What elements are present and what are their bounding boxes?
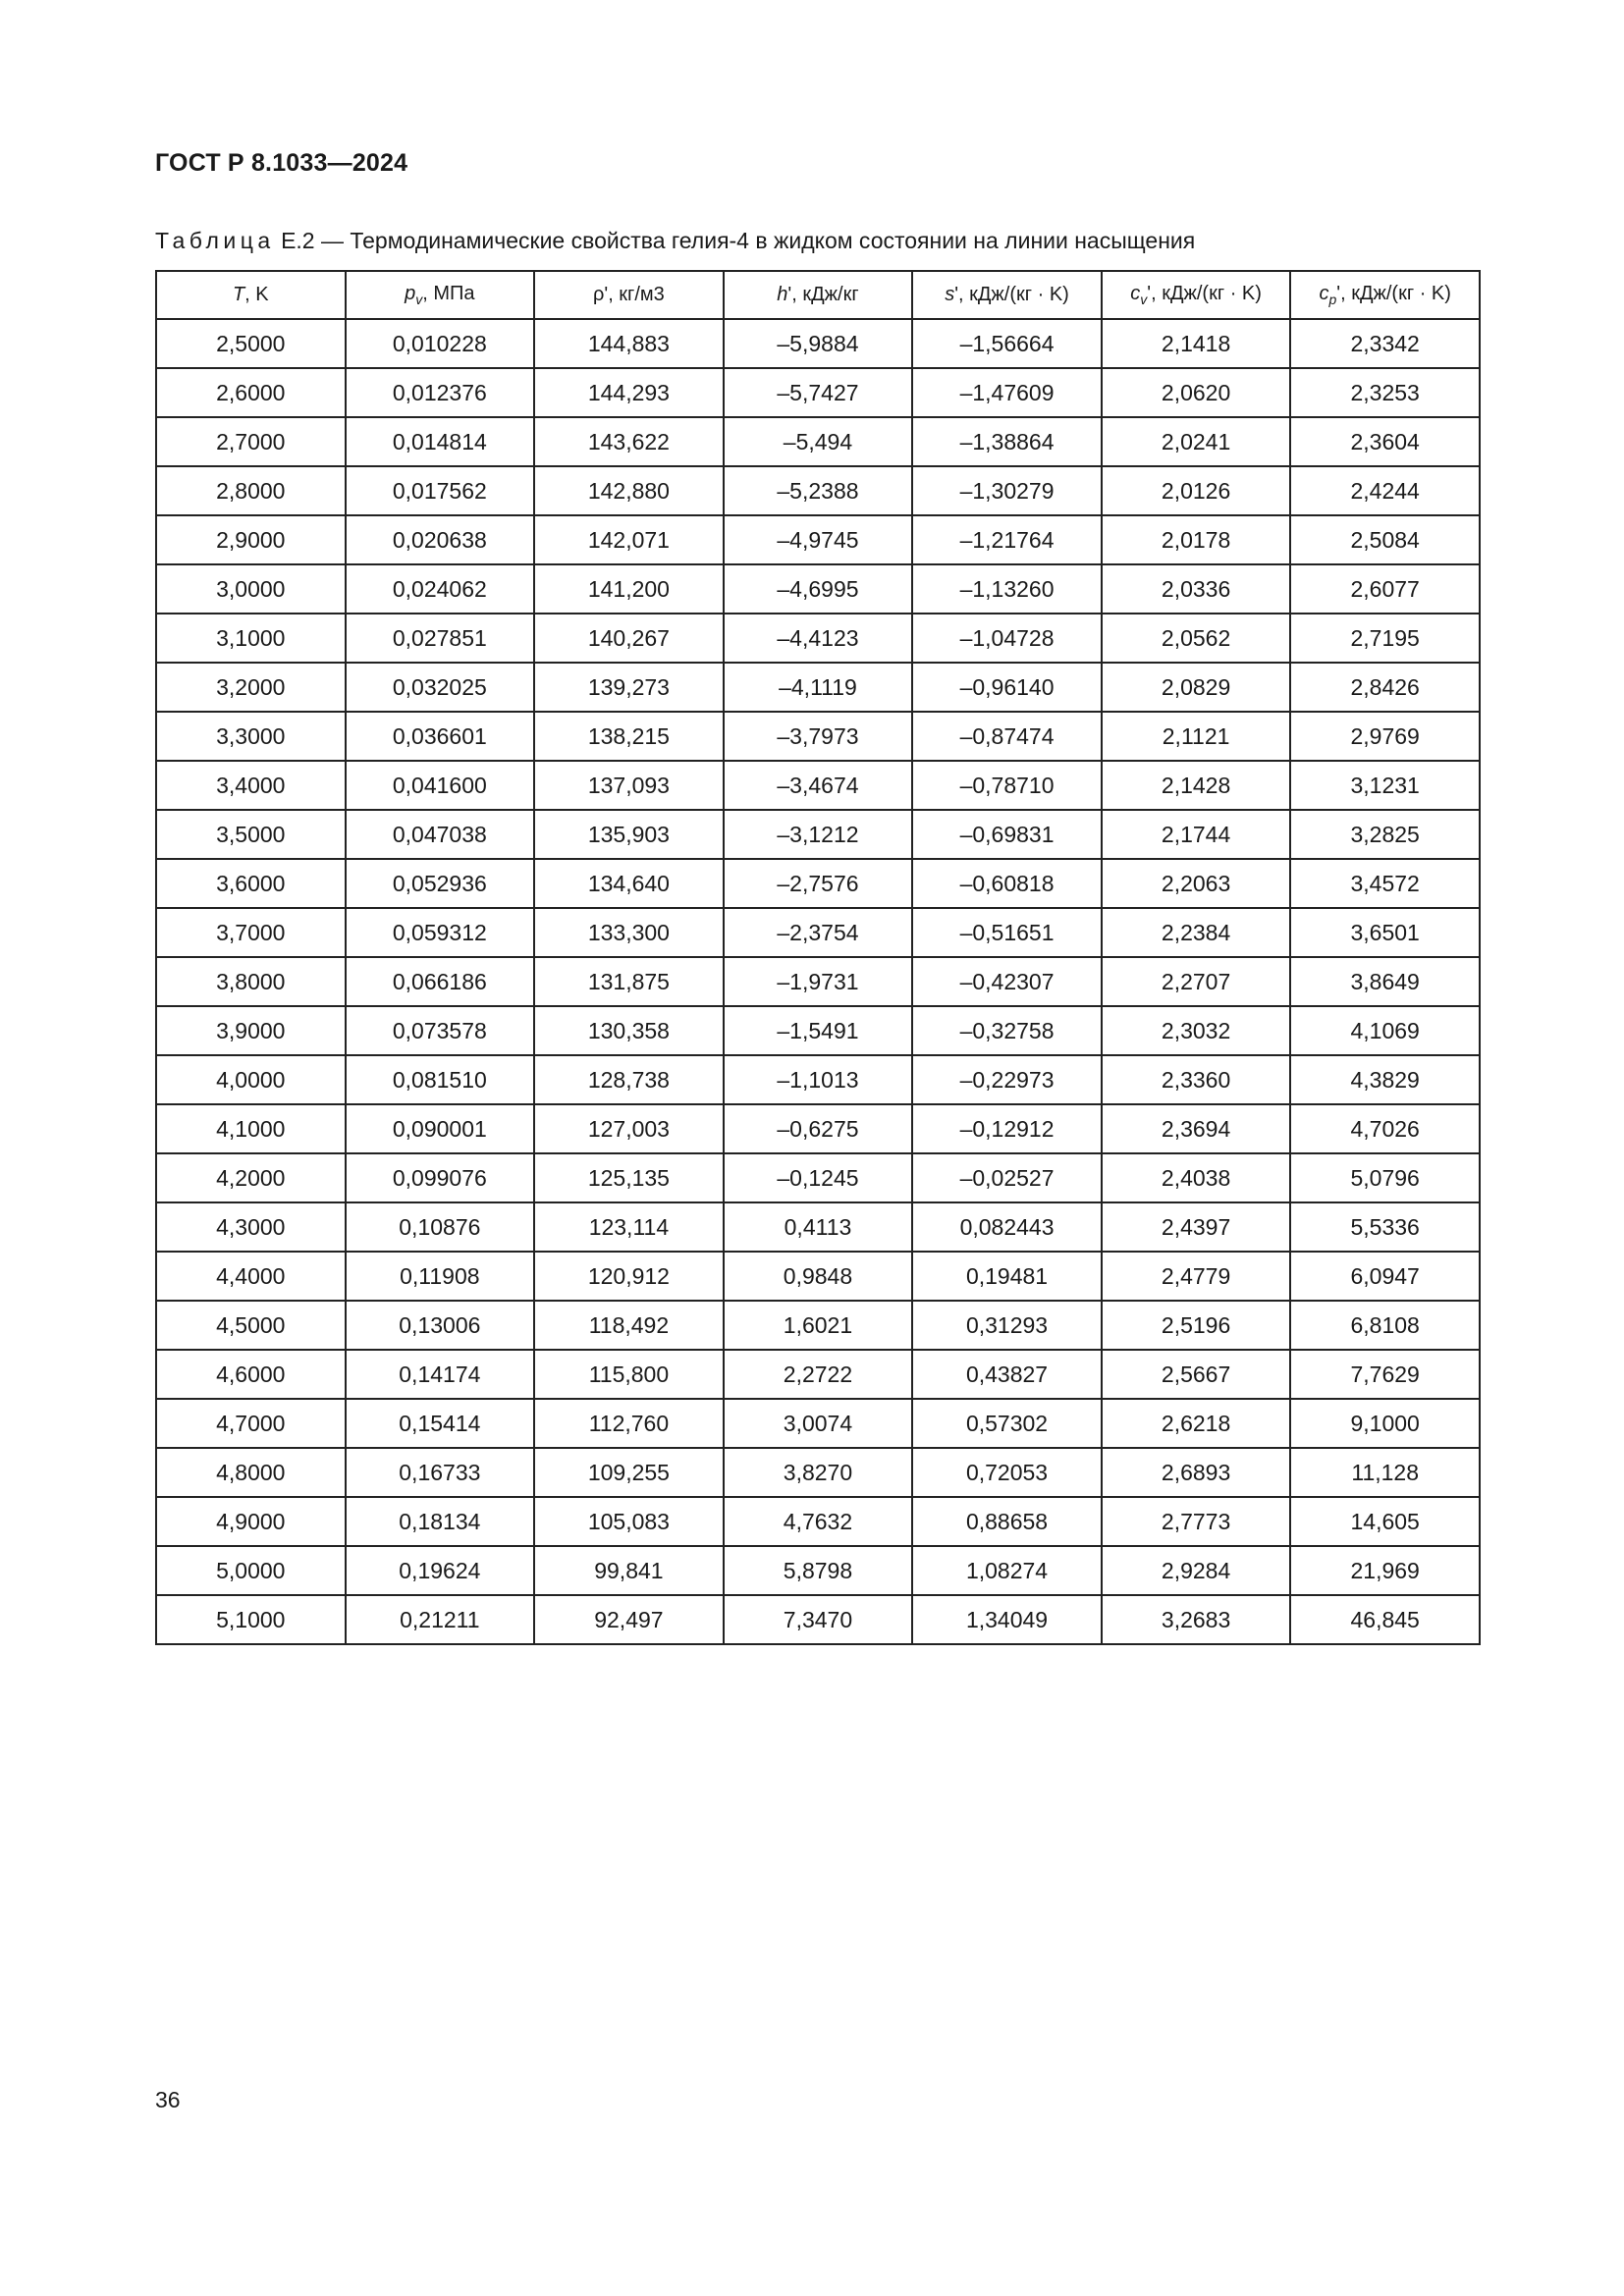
table-cell: 4,7026 [1290, 1104, 1480, 1153]
table-cell: 2,3032 [1102, 1006, 1291, 1055]
table-cell: 6,8108 [1290, 1301, 1480, 1350]
table-cell: –5,494 [724, 417, 913, 466]
table-cell: 3,6501 [1290, 908, 1480, 957]
table-cell: 5,8798 [724, 1546, 913, 1595]
table-cell: 3,1231 [1290, 761, 1480, 810]
table-cell: 143,622 [534, 417, 724, 466]
table-cell: 3,5000 [156, 810, 346, 859]
table-cell: 2,1121 [1102, 712, 1291, 761]
table-cell: 5,0796 [1290, 1153, 1480, 1202]
column-subscript: v [415, 292, 423, 307]
table-cell: 0,88658 [912, 1497, 1102, 1546]
table-caption-text: Е.2 — Термодинамические свойства гелия-4 в жидком состоянии на линии насыщения [274, 228, 1196, 253]
table-cell: –1,9731 [724, 957, 913, 1006]
table-cell: 139,273 [534, 663, 724, 712]
table-cell: 138,215 [534, 712, 724, 761]
table-cell: 3,3000 [156, 712, 346, 761]
table-cell: 0,19624 [346, 1546, 535, 1595]
table-cell: 2,4779 [1102, 1252, 1291, 1301]
table-cell: 0,041600 [346, 761, 535, 810]
table-row [156, 810, 1480, 859]
table-cell: 4,0000 [156, 1055, 346, 1104]
table-cell: 2,7195 [1290, 614, 1480, 663]
table-cell: 2,9284 [1102, 1546, 1291, 1595]
table-row [156, 417, 1480, 466]
table-cell: 0,099076 [346, 1153, 535, 1202]
table-cell: 2,0620 [1102, 368, 1291, 417]
table-caption-label: Таблица [155, 228, 275, 253]
table-cell: 0,090001 [346, 1104, 535, 1153]
table-cell: 4,2000 [156, 1153, 346, 1202]
table-cell: 0,21211 [346, 1595, 535, 1644]
table-row [156, 1055, 1480, 1104]
table-cell: –1,21764 [912, 515, 1102, 564]
table-cell: 144,883 [534, 319, 724, 368]
column-header-enthalpy [724, 271, 913, 319]
column-symbol: T [232, 284, 245, 305]
table-cell: 5,0000 [156, 1546, 346, 1595]
table-row [156, 1153, 1480, 1202]
table-cell: 4,1069 [1290, 1006, 1480, 1055]
table-cell: 144,293 [534, 368, 724, 417]
table-cell: 2,0562 [1102, 614, 1291, 663]
table-cell: 0,4113 [724, 1202, 913, 1252]
table-cell: –0,22973 [912, 1055, 1102, 1104]
table-cell: 0,13006 [346, 1301, 535, 1350]
table-cell: 4,3829 [1290, 1055, 1480, 1104]
table-cell: 0,16733 [346, 1448, 535, 1497]
table-cell: 3,0000 [156, 564, 346, 614]
table-cell: 0,012376 [346, 368, 535, 417]
table-cell: 2,4244 [1290, 466, 1480, 515]
table-cell: 4,9000 [156, 1497, 346, 1546]
table-cell: –4,6995 [724, 564, 913, 614]
table-cell: 131,875 [534, 957, 724, 1006]
table-cell: 2,7000 [156, 417, 346, 466]
table-cell: 2,3253 [1290, 368, 1480, 417]
table-cell: 2,9769 [1290, 712, 1480, 761]
table-cell: 109,255 [534, 1448, 724, 1497]
table-cell: 2,0241 [1102, 417, 1291, 466]
table-row [156, 319, 1480, 368]
table-cell: 0,014814 [346, 417, 535, 466]
table-cell: 3,4572 [1290, 859, 1480, 908]
table-cell: 3,4000 [156, 761, 346, 810]
table-cell: 2,1428 [1102, 761, 1291, 810]
table-cell: 118,492 [534, 1301, 724, 1350]
table-cell: 140,267 [534, 614, 724, 663]
table-cell: –0,51651 [912, 908, 1102, 957]
table-cell: 2,6000 [156, 368, 346, 417]
table-cell: 6,0947 [1290, 1252, 1480, 1301]
table-cell: 133,300 [534, 908, 724, 957]
table-cell: 14,605 [1290, 1497, 1480, 1546]
table-cell: –1,04728 [912, 614, 1102, 663]
column-symbol: h [777, 284, 788, 305]
table-cell: 2,0126 [1102, 466, 1291, 515]
table-cell: 2,1418 [1102, 319, 1291, 368]
table-row [156, 368, 1480, 417]
table-cell: –0,42307 [912, 957, 1102, 1006]
table-cell: 9,1000 [1290, 1399, 1480, 1448]
table-cell: 0,047038 [346, 810, 535, 859]
table-cell: 137,093 [534, 761, 724, 810]
table-cell: –0,78710 [912, 761, 1102, 810]
table-cell: 2,7773 [1102, 1497, 1291, 1546]
table-cell: 3,9000 [156, 1006, 346, 1055]
table-cell: –0,32758 [912, 1006, 1102, 1055]
table-cell: 0,72053 [912, 1448, 1102, 1497]
table-cell: 0,027851 [346, 614, 535, 663]
table-cell: 2,3604 [1290, 417, 1480, 466]
table-row [156, 1595, 1480, 1644]
table-cell: –2,3754 [724, 908, 913, 957]
table-cell: 1,08274 [912, 1546, 1102, 1595]
column-symbol: p [405, 283, 416, 304]
table-cell: –0,69831 [912, 810, 1102, 859]
column-header-pressure [346, 271, 535, 319]
table-cell: 2,6218 [1102, 1399, 1291, 1448]
table-row [156, 515, 1480, 564]
table-cell: 4,4000 [156, 1252, 346, 1301]
table-cell: 4,3000 [156, 1202, 346, 1252]
table-cell: 0,19481 [912, 1252, 1102, 1301]
table-cell: –1,5491 [724, 1006, 913, 1055]
column-header-density [534, 271, 724, 319]
table-cell: 2,6893 [1102, 1448, 1291, 1497]
table-cell: 0,15414 [346, 1399, 535, 1448]
table-row [156, 1546, 1480, 1595]
table-row [156, 1104, 1480, 1153]
table-cell: 4,8000 [156, 1448, 346, 1497]
table-cell: –4,1119 [724, 663, 913, 712]
table-cell: 0,18134 [346, 1497, 535, 1546]
table-cell: 4,7632 [724, 1497, 913, 1546]
table-row [156, 712, 1480, 761]
table-cell: 99,841 [534, 1546, 724, 1595]
table-cell: 92,497 [534, 1595, 724, 1644]
table-row [156, 1202, 1480, 1252]
table-cell: 2,5196 [1102, 1301, 1291, 1350]
table-cell: 2,6077 [1290, 564, 1480, 614]
table-cell: 1,6021 [724, 1301, 913, 1350]
table-cell: –3,4674 [724, 761, 913, 810]
column-unit: ', кДж/(кг · K) [1147, 283, 1262, 304]
table-cell: 105,083 [534, 1497, 724, 1546]
table-body [156, 319, 1480, 1644]
table-cell: 3,8649 [1290, 957, 1480, 1006]
table-cell: 0,081510 [346, 1055, 535, 1104]
table-cell: 2,3342 [1290, 319, 1480, 368]
table-cell: 2,2707 [1102, 957, 1291, 1006]
table-cell: 5,1000 [156, 1595, 346, 1644]
table-cell: 2,8426 [1290, 663, 1480, 712]
column-unit: ', кДж/кг [787, 284, 859, 305]
table-cell: 142,880 [534, 466, 724, 515]
table-cell: 2,2722 [724, 1350, 913, 1399]
table-cell: 3,8270 [724, 1448, 913, 1497]
table-cell: –1,13260 [912, 564, 1102, 614]
table-cell: 3,2683 [1102, 1595, 1291, 1644]
table-cell: 0,010228 [346, 319, 535, 368]
table-row [156, 1497, 1480, 1546]
table-cell: 7,3470 [724, 1595, 913, 1644]
document-header: ГОСТ Р 8.1033—2024 [155, 149, 408, 177]
table-cell: –1,56664 [912, 319, 1102, 368]
table-cell: –2,7576 [724, 859, 913, 908]
table-cell: –1,1013 [724, 1055, 913, 1104]
table-cell: 7,7629 [1290, 1350, 1480, 1399]
table-cell: 142,071 [534, 515, 724, 564]
table-cell: 4,7000 [156, 1399, 346, 1448]
table-cell: –0,02527 [912, 1153, 1102, 1202]
table-cell: 141,200 [534, 564, 724, 614]
table-cell: 2,5000 [156, 319, 346, 368]
table-cell: 2,3360 [1102, 1055, 1291, 1104]
table-row [156, 1252, 1480, 1301]
table-cell: –1,30279 [912, 466, 1102, 515]
table-cell: 2,5084 [1290, 515, 1480, 564]
table-cell: 125,135 [534, 1153, 724, 1202]
table-cell: 2,2384 [1102, 908, 1291, 957]
table-cell: –1,47609 [912, 368, 1102, 417]
column-header-entropy [912, 271, 1102, 319]
table-cell: 0,066186 [346, 957, 535, 1006]
table-cell: –5,2388 [724, 466, 913, 515]
table-cell: 1,34049 [912, 1595, 1102, 1644]
table-cell: 3,7000 [156, 908, 346, 957]
column-subscript: v [1140, 292, 1148, 307]
table-cell: –0,60818 [912, 859, 1102, 908]
table-cell: 3,8000 [156, 957, 346, 1006]
column-symbol: c [1319, 283, 1329, 304]
table-cell: 128,738 [534, 1055, 724, 1104]
table-cell: 2,5667 [1102, 1350, 1291, 1399]
table-cell: 2,4038 [1102, 1153, 1291, 1202]
thermodynamic-properties-table [155, 270, 1481, 1645]
table-cell: 115,800 [534, 1350, 724, 1399]
table-row [156, 957, 1480, 1006]
table-cell: 0,059312 [346, 908, 535, 957]
table-cell: 0,020638 [346, 515, 535, 564]
table-cell: –1,38864 [912, 417, 1102, 466]
table-cell: 0,31293 [912, 1301, 1102, 1350]
table-cell: 3,6000 [156, 859, 346, 908]
table-cell: 127,003 [534, 1104, 724, 1153]
column-unit: ', кДж/(кг · K) [1336, 283, 1451, 304]
column-unit: , МПа [422, 283, 475, 304]
table-cell: 2,0829 [1102, 663, 1291, 712]
column-header-cv [1102, 271, 1291, 319]
table-row [156, 1448, 1480, 1497]
table-row [156, 1301, 1480, 1350]
table-cell: 2,9000 [156, 515, 346, 564]
table-cell: 135,903 [534, 810, 724, 859]
table-header-row [156, 271, 1480, 319]
table-cell: 5,5336 [1290, 1202, 1480, 1252]
table-row [156, 663, 1480, 712]
table-cell: 2,3694 [1102, 1104, 1291, 1153]
table-cell: 0,052936 [346, 859, 535, 908]
table-cell: 120,912 [534, 1252, 724, 1301]
table-cell: 2,4397 [1102, 1202, 1291, 1252]
table-cell: –5,7427 [724, 368, 913, 417]
table-cell: 0,9848 [724, 1252, 913, 1301]
table-cell: –0,1245 [724, 1153, 913, 1202]
page-number: 36 [155, 2087, 181, 2112]
table-cell: 0,43827 [912, 1350, 1102, 1399]
column-header-temperature [156, 271, 346, 319]
table-row [156, 466, 1480, 515]
table-row [156, 859, 1480, 908]
table-cell: 2,0178 [1102, 515, 1291, 564]
table-cell: 0,024062 [346, 564, 535, 614]
column-symbol: c [1130, 283, 1141, 304]
table-cell: 112,760 [534, 1399, 724, 1448]
table-cell: 21,969 [1290, 1546, 1480, 1595]
table-cell: –4,9745 [724, 515, 913, 564]
table-cell: 2,8000 [156, 466, 346, 515]
table-cell: 134,640 [534, 859, 724, 908]
table-cell: 0,032025 [346, 663, 535, 712]
table-cell: –3,1212 [724, 810, 913, 859]
table-cell: 130,358 [534, 1006, 724, 1055]
table-row [156, 1350, 1480, 1399]
table-cell: –3,7973 [724, 712, 913, 761]
table-cell: 2,1744 [1102, 810, 1291, 859]
table-cell: 0,57302 [912, 1399, 1102, 1448]
table-cell: –0,12912 [912, 1104, 1102, 1153]
table-cell: 2,2063 [1102, 859, 1291, 908]
column-unit: , K [244, 284, 269, 305]
table-cell: 4,5000 [156, 1301, 346, 1350]
table-cell: 11,128 [1290, 1448, 1480, 1497]
table-cell: 4,6000 [156, 1350, 346, 1399]
table-row [156, 1006, 1480, 1055]
table-cell: –5,9884 [724, 319, 913, 368]
column-header-cp [1290, 271, 1480, 319]
table-cell: 2,0336 [1102, 564, 1291, 614]
table-cell: 3,0074 [724, 1399, 913, 1448]
table-cell: 3,2000 [156, 663, 346, 712]
column-unit: ρ', кг/м3 [593, 284, 665, 305]
column-symbol: s [945, 284, 955, 305]
table-cell: –0,87474 [912, 712, 1102, 761]
table-cell: 0,11908 [346, 1252, 535, 1301]
table-cell: 0,073578 [346, 1006, 535, 1055]
column-unit: ', кДж/(кг · K) [954, 284, 1069, 305]
table-cell: 0,017562 [346, 466, 535, 515]
table-cell: 4,1000 [156, 1104, 346, 1153]
table-cell: 0,082443 [912, 1202, 1102, 1252]
table-cell: 3,2825 [1290, 810, 1480, 859]
table-cell: –0,6275 [724, 1104, 913, 1153]
table-row [156, 761, 1480, 810]
table-row [156, 908, 1480, 957]
table-cell: 0,14174 [346, 1350, 535, 1399]
table-cell: 3,1000 [156, 614, 346, 663]
table-row [156, 614, 1480, 663]
table-cell: 123,114 [534, 1202, 724, 1252]
table-cell: 0,10876 [346, 1202, 535, 1252]
table-row [156, 1399, 1480, 1448]
table-caption [155, 228, 1195, 254]
table-cell: –4,4123 [724, 614, 913, 663]
column-subscript: p [1328, 292, 1337, 307]
table-cell: 0,036601 [346, 712, 535, 761]
table-cell: –0,96140 [912, 663, 1102, 712]
table-cell: 46,845 [1290, 1595, 1480, 1644]
table-row [156, 564, 1480, 614]
